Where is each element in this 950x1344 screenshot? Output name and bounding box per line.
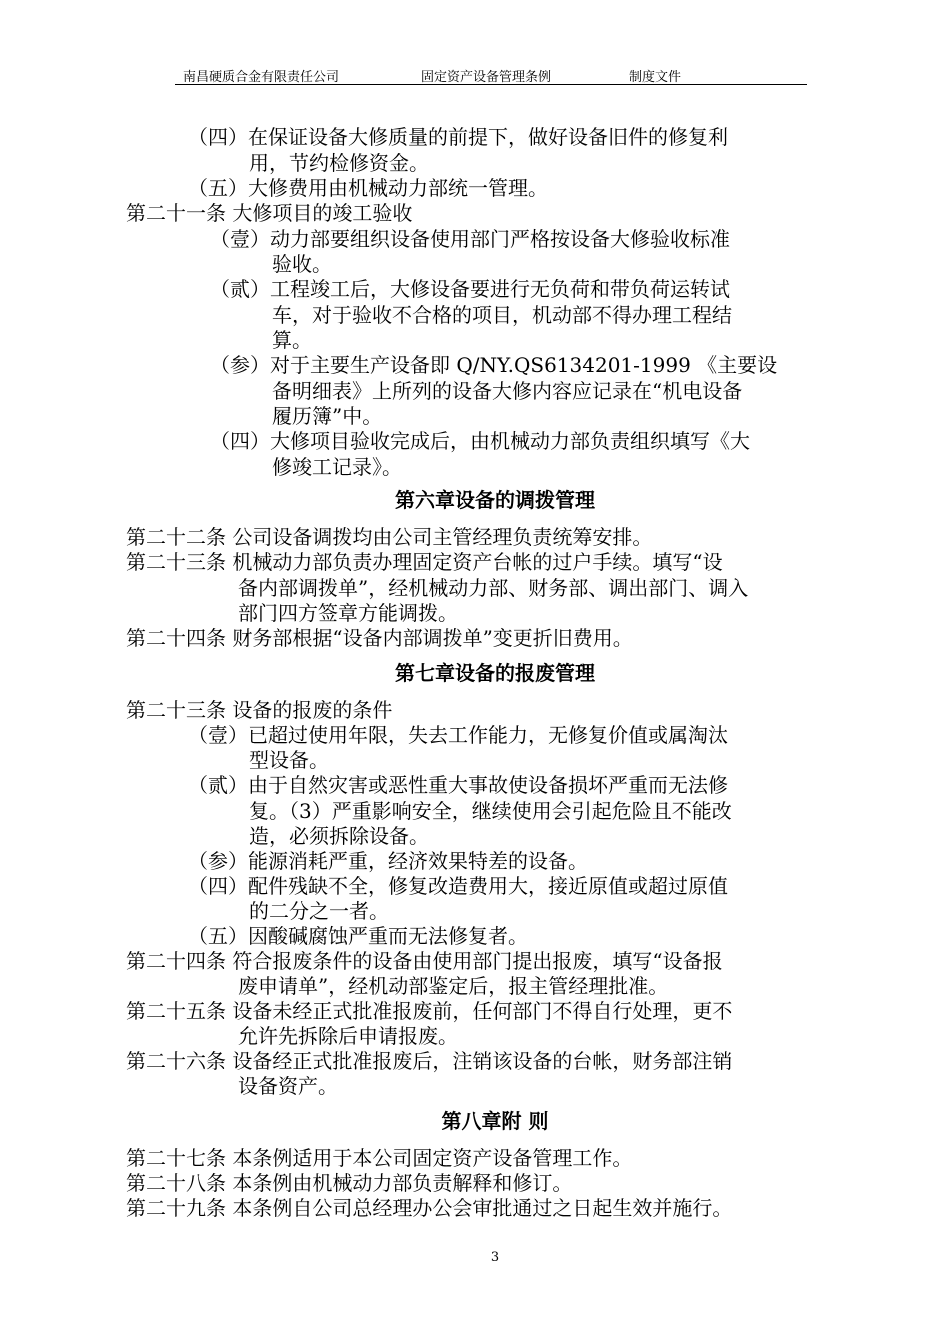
header-doc-type: 制度文件 [629,70,682,85]
chapter-heading: 第六章设备的调拨管理 [395,488,595,512]
text-line: 用，节约检修资金。 [249,151,429,175]
article-line: 第二十三条 机械动力部负责办理固定资产台帐的过户手续。填写“设 [126,550,723,574]
article-line: 第二十二条 公司设备调拨均由公司主管经理负责统筹安排。 [126,525,653,549]
article-line: 第二十六条 设备经正式批准报废后，注销该设备的台帐，财务部注销 [126,1049,733,1073]
text-line: （四）大修项目验收完成后，由机械动力部负责组织填写《大 [210,429,750,453]
text-line: 造，必须拆除设备。 [249,824,429,848]
article-line: 第二十四条 符合报废条件的设备由使用部门提出报废，填写“设备报 [126,949,723,973]
article-line: 第二十三条 设备的报废的条件 [126,698,393,722]
text-line: （贰）工程竣工后，大修设备要进行无负荷和带负荷运转试 [210,277,730,301]
text-line: 复。（3）严重影响安全，继续使用会引起危险且不能改 [249,799,732,823]
text-line: （壹）已超过使用年限，失去工作能力，无修复价值或属淘汰 [188,723,728,747]
article-line: 第二十一条 大修项目的竣工验收 [126,201,413,225]
article-line: 第二十五条 设备未经正式批准报废前，任何部门不得自行处理，更不 [126,999,733,1023]
text-line: （贰）由于自然灾害或恶性重大事故使设备损坏严重而无法修 [188,773,728,797]
header-company: 南昌硬质合金有限责任公司 [183,70,340,85]
chapter-heading: 第七章设备的报废管理 [395,661,595,685]
chapter-heading: 第八章附 则 [441,1109,549,1133]
article-line: 第二十四条 财务部根据“设备内部调拨单”变更折旧费用。 [126,626,633,650]
text-line: 允许先拆除后申请报废。 [238,1024,458,1048]
text-line: 车，对于验收不合格的项目，机动部不得办理工程结 [272,303,732,327]
text-line: 修竣工记录》。 [272,455,402,479]
text-line: 履历簿”中。 [272,404,383,428]
article-line: 第二十九条 本条例自公司总经理办公会审批通过之日起生效并施行。 [126,1196,733,1220]
text-line: 备明细表》上所列的设备大修内容应记录在“机电设备 [272,379,743,403]
text-line: （五）大修费用由机械动力部统一管理。 [188,176,548,200]
text-line: 废申请单”，经机动部鉴定后，报主管经理批准。 [238,974,669,998]
text-line: 备内部调拨单”，经机械动力部、财务部、调出部门、调入 [238,576,749,600]
text-line: （壹）动力部要组织设备使用部门严格按设备大修验收标准 [210,227,730,251]
text-line: （四）在保证设备大修质量的前提下，做好设备旧件的修复利 [188,125,728,149]
header-title: 固定资产设备管理条例 [421,70,552,85]
text-line: （四）配件残缺不全，修复改造费用大，接近原值或超过原值 [188,874,728,898]
article-line: 第二十七条 本条例适用于本公司固定资产设备管理工作。 [126,1146,633,1170]
text-line: 设备资产。 [238,1074,338,1098]
text-line: 算。 [272,328,312,352]
article-line: 第二十八条 本条例由机械动力部负责解释和修订。 [126,1171,573,1195]
text-line: 型设备。 [249,748,329,772]
text-line: 验收。 [272,252,332,276]
text-line: 的二分之一者。 [249,899,389,923]
text-line: 部门四方签章方能调拨。 [238,601,458,625]
text-line: （参）能源消耗严重，经济效果特差的设备。 [188,849,588,873]
text-line: （参）对于主要生产设备即 Q/NY.QS6134201-1999 《主要设 [210,353,778,377]
text-line: （五）因酸碱腐蚀严重而无法修复者。 [188,924,528,948]
page-number: 3 [490,1250,500,1265]
